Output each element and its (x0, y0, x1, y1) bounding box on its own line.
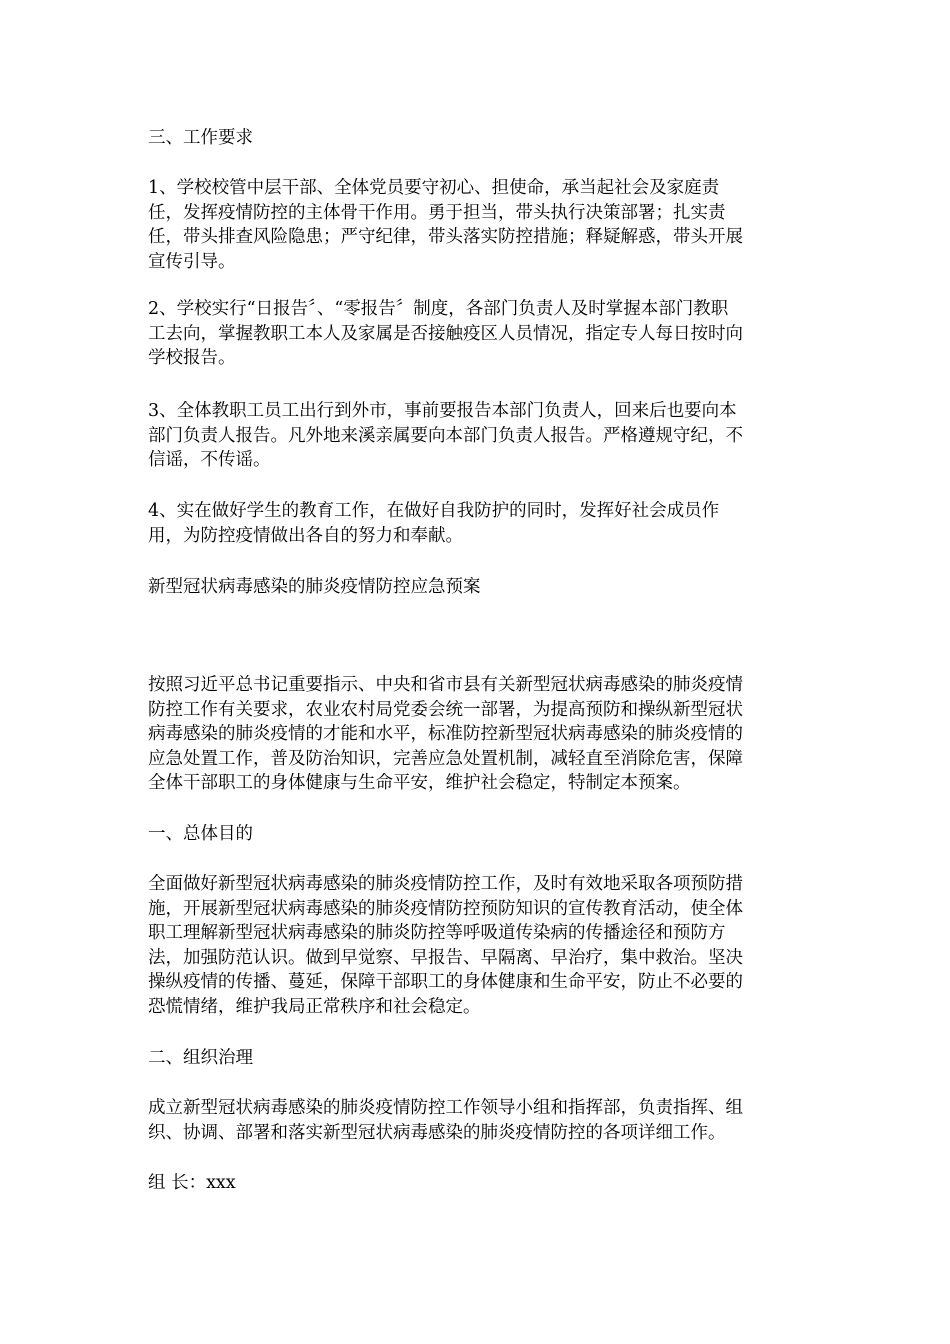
section-one-body (148, 872, 808, 1019)
paragraph-line: 部门负责人报告。凡外地来溪亲属要向本部门负责人报告。严格遵规守纪，不 (148, 425, 743, 446)
requirement-item-3 (148, 399, 808, 473)
paragraph-line: 全体干部职工的身体健康与生命平安，维护社会稳定，特制定本预案。 (148, 773, 691, 793)
paragraph-line: 学校报告。 (148, 348, 236, 368)
paragraph-line: 3、全体教职工员工出行到外市，事前要报告本部门负责人，回来后也要向本 (148, 401, 737, 421)
paragraph-line: 职工理解新型冠状病毒感染的肺炎防控等呼吸道传染病的传播途径和预防方 (148, 923, 726, 943)
paragraph-line: 任，带头排查风险隐患；严守纪律，带头落实防控措施；释疑解惑，带头开展 (148, 227, 743, 247)
requirement-item-2 (148, 297, 808, 371)
paragraph-line: 成立新型冠状病毒感染的肺炎疫情防控工作领导小组和指挥部，负责指挥、组 (148, 1098, 743, 1118)
paragraph-line: 防控工作有关要求，农业农村局党委会统一部署，为提高预防和操纵新型冠状 (148, 699, 743, 720)
section-three-heading: 三、工作要求 (148, 128, 253, 148)
paragraph-line: 信谣，不传谣。 (148, 450, 271, 470)
paragraph-line: 按照习近平总书记重要指示、中央和省市县有关新型冠状病毒感染的肺炎疫情 (148, 675, 743, 695)
paragraph-line: 全面做好新型冠状病毒感染的肺炎疫情防控工作，及时有效地采取各项预防措 (148, 874, 743, 894)
leader-line: 组 长：xxx (148, 1173, 236, 1193)
paragraph-line: 1、学校校管中层干部、全体党员要守初心、担使命，承当起社会及家庭责 (148, 178, 720, 198)
paragraph-line: 恐慌情绪，维护我局正常秩序和社会稳定。 (148, 996, 481, 1017)
paragraph-line: 宣传引导。 (148, 251, 236, 272)
section-one-heading: 一、总体目的 (148, 824, 253, 844)
paragraph-line: 用，为防控疫情做出各自的努力和奉献。 (148, 525, 463, 546)
requirement-item-4 (148, 499, 808, 548)
paragraph-line: 应急处置工作，普及防治知识，完善应急处置机制，减轻直至消除危害，保障 (148, 748, 743, 769)
paragraph-line: 4、实在做好学生的教育工作，在做好自我防护的同时，发挥好社会成员作 (148, 501, 720, 521)
paragraph-line: 法，加强防范认识。做到早觉察、早报告、早隔离、早治疗，集中救治。坚决 (148, 947, 743, 968)
intro-paragraph (148, 673, 808, 796)
requirement-item-1 (148, 176, 808, 274)
paragraph-line: 施，开展新型冠状病毒感染的肺炎疫情防控预防知识的宣传教育活动，使全体 (148, 898, 743, 919)
paragraph-line: 任，发挥疫情防控的主体骨干作用。勇于担当，带头执行决策部署；扎实责 (148, 202, 726, 223)
section-two-heading: 二、组织治理 (148, 1048, 253, 1068)
paragraph-line: 病毒感染的肺炎疫情的才能和水平，标准防控新型冠状病毒感染的肺炎疫情的 (148, 724, 743, 744)
paragraph-line: 操纵疫情的传播、蔓延，保障干部职工的身体健康和生命平安，防止不必要的 (148, 972, 743, 992)
paragraph-line: 2、学校实行“日报告〞、“零报告〞制度，各部门负责人及时掌握本部门教职 (148, 299, 729, 319)
plan-title: 新型冠状病毒感染的肺炎疫情防控应急预案 (148, 577, 481, 597)
section-two-body (148, 1096, 808, 1145)
paragraph-line: 织、协调、部署和落实新型冠状病毒感染的肺炎疫情防控的各项详细工作。 (148, 1122, 726, 1143)
paragraph-line: 工去向，掌握教职工本人及家属是否接触疫区人员情况，指定专人每日按时向 (148, 323, 743, 344)
